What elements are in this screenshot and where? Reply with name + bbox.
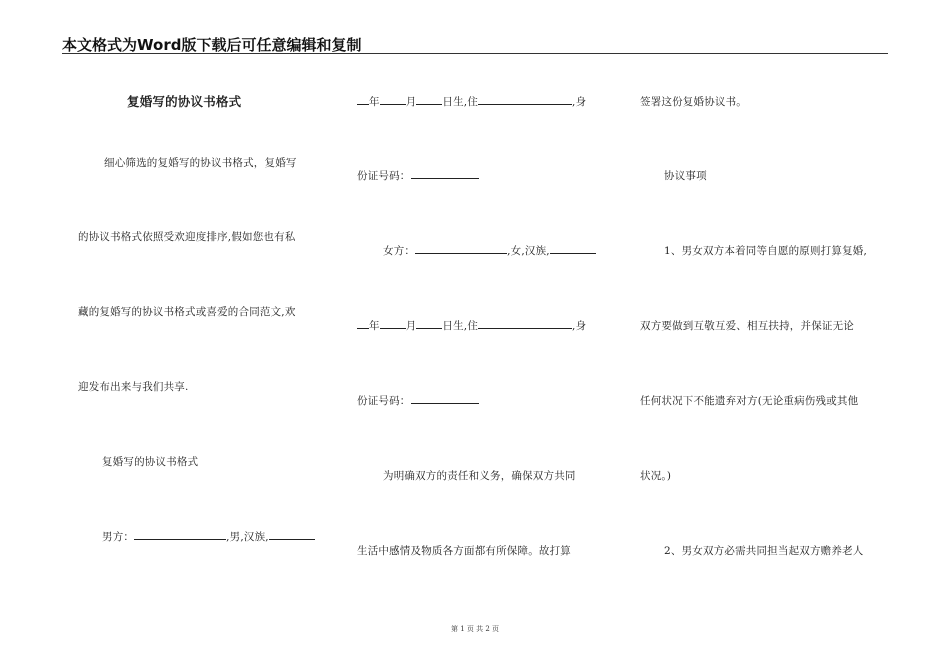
col3-line-6: 状况。) (640, 470, 672, 482)
intro-line-4: 迎发布出来与我们共享. (78, 381, 189, 393)
col3-line-1: 签署这份复婚协议书。 (640, 96, 747, 108)
col3-line-4: 双方要做到互敬互爱、相互扶持，并保证无论 (640, 320, 854, 332)
male-mid: ,男,汉族, (226, 531, 269, 543)
id-label: 份证号码： (357, 170, 411, 182)
month-label: 月 (405, 96, 417, 108)
intro-line-3: 藏的复婚写的协议书格式或喜爱的合同范文,欢 (78, 306, 296, 318)
intro-line-2: 的协议书格式依照受欢迎度排序,假如您也有私 (78, 231, 296, 243)
id-prefix: ,身 (572, 320, 587, 332)
id-label: 份证号码： (357, 395, 411, 407)
col3-line-7: 2、男女双方必需共同担当起双方赡养老人 (664, 545, 864, 557)
purpose-line-1: 为明确双方的责任和义务，确保双方共同 (383, 470, 576, 482)
document-header: 本文格式为Word版下载后可任意编辑和复制 (62, 36, 362, 54)
year-label: 年 (369, 96, 380, 108)
id-prefix: ,身 (572, 96, 587, 108)
document-title: 复婚写的协议书格式 (127, 94, 242, 109)
section-subtitle: 复婚写的协议书格式 (102, 456, 199, 468)
agreement-items-heading: 协议事项 (664, 170, 707, 182)
year-label: 年 (369, 320, 380, 332)
month-label: 月 (405, 320, 417, 332)
day-label: 日生,住 (442, 320, 479, 332)
page-footer: 第 1 页 共 2 页 (450, 625, 500, 633)
intro-line-1: 细心筛选的复婚写的协议书格式，复婚写 (104, 157, 297, 169)
day-label: 日生,住 (442, 96, 479, 108)
col3-line-5: 任何状况下不能遗弃对方(无论重病伤残或其他 (640, 395, 859, 407)
female-label: 女方： (383, 245, 416, 257)
col3-line-3: 1、男女双方本着同等自愿的原则打算复婚, (664, 245, 868, 257)
purpose-line-2: 生活中感情及物质各方面都有所保障。故打算 (357, 545, 571, 557)
male-label: 男方： (102, 531, 135, 543)
female-mid: ,女,汉族, (507, 245, 550, 257)
